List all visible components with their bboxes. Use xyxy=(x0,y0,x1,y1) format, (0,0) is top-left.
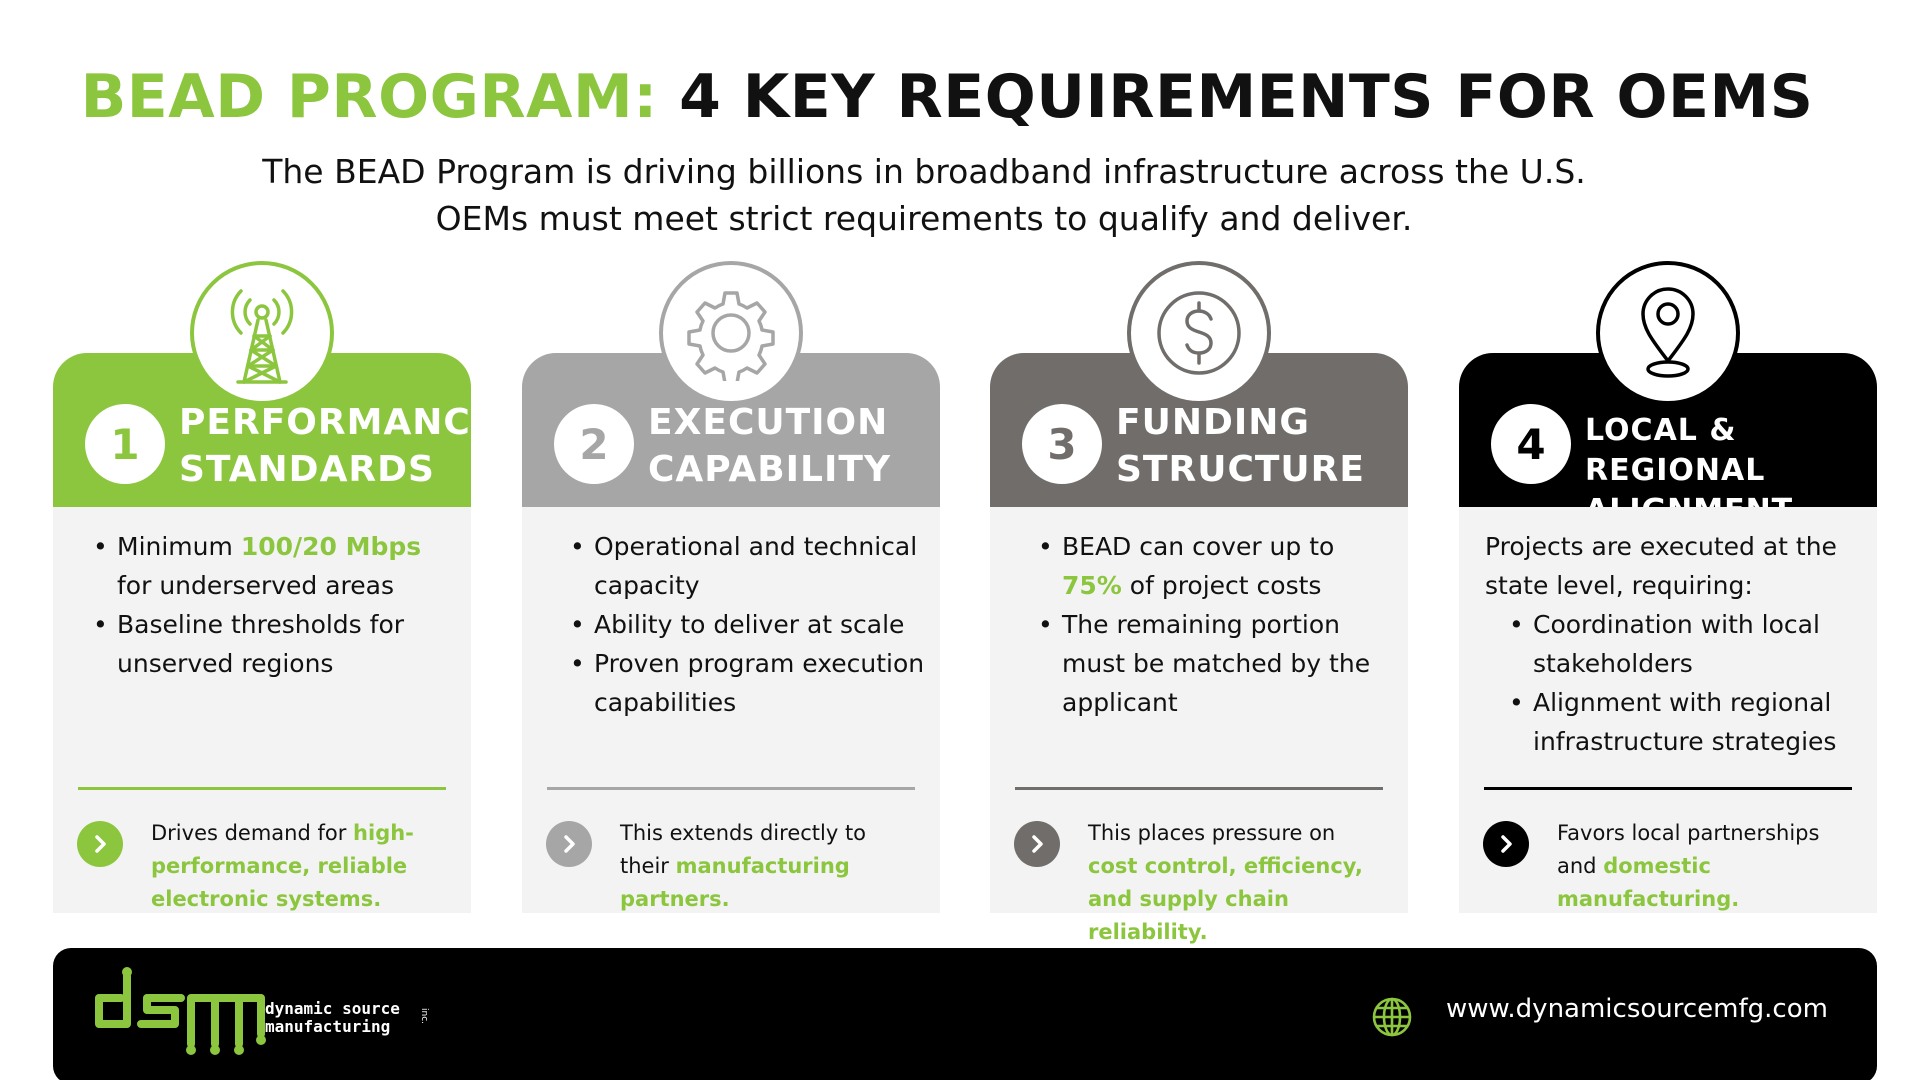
divider xyxy=(547,787,915,790)
card-local-regional-alignment xyxy=(1459,353,1877,913)
subtitle-line-1: The BEAD Program is driving billions in broadband infrastructure across the U.S. xyxy=(262,152,1586,191)
divider xyxy=(1015,787,1383,790)
list-item: • BEAD can cover up to 75% of project costs xyxy=(1038,527,1394,605)
chevron-right-icon xyxy=(1483,821,1529,867)
card-number: 3 xyxy=(1022,404,1102,484)
card-number: 2 xyxy=(554,404,634,484)
list-item: • Minimum 100/20 Mbps for underserved areas xyxy=(93,527,449,605)
gear-icon xyxy=(659,261,803,405)
card-body xyxy=(990,507,1408,944)
card-intro: Projects are executed at the state level, requiring: xyxy=(1485,532,1837,600)
card-title-line-1: FUNDING xyxy=(1116,402,1310,443)
card-footer-text: Favors local partnerships and domestic manufacturing. xyxy=(1557,821,1820,911)
list-item: • Baseline thresholds for unserved regions xyxy=(93,605,449,683)
card-title-line-2: STRUCTURE xyxy=(1116,449,1365,490)
card-number: 1 xyxy=(85,404,165,484)
card-footer-text: This places pressure on cost control, efficiency, and supply chain reliability. xyxy=(1088,821,1363,944)
card-footer-text: Drives demand for high-performance, reliable electronic systems. xyxy=(151,821,414,911)
bullet-list xyxy=(93,527,449,683)
card-body xyxy=(1459,507,1877,913)
card-body xyxy=(522,507,940,913)
card-title-line-2: STANDARDS xyxy=(179,449,435,490)
card-title-line-2: CAPABILITY xyxy=(648,449,892,490)
chevron-right-icon xyxy=(77,821,123,867)
list-item: • Alignment with regional infrastructure strategies xyxy=(1509,683,1855,761)
bullet-list xyxy=(570,527,926,722)
card-title-line-1: PERFORMANCE xyxy=(179,402,497,443)
logo-inc: inc. xyxy=(419,1008,429,1025)
list-item: • The remaining portion must be matched by the applicant xyxy=(1038,605,1394,722)
chevron-right-icon xyxy=(1014,821,1060,867)
card-title xyxy=(1116,399,1406,493)
card-title-line-1: LOCAL & REGIONAL xyxy=(1585,413,1766,488)
list-item: • Operational and technical capacity xyxy=(570,527,926,605)
logo-line-1: dynamic source xyxy=(265,999,400,1018)
card-number: 4 xyxy=(1491,404,1571,484)
subtitle-line-2: OEMs must meet strict requirements to qualify and deliver. xyxy=(435,199,1413,238)
title-dark: 4 KEY REQUIREMENTS FOR OEMS xyxy=(679,62,1814,132)
title-green: BEAD PROGRAM: xyxy=(80,62,658,132)
card-performance-standards xyxy=(53,353,497,913)
bullet-list xyxy=(1509,605,1855,761)
chevron-right-icon xyxy=(546,821,592,867)
card-title xyxy=(179,399,497,493)
card-title-line-1: EXECUTION xyxy=(648,402,889,443)
website-link[interactable]: www.dynamicsourcemfg.com xyxy=(1446,994,1828,1024)
list-item: • Coordination with local stakeholders xyxy=(1509,605,1855,683)
logo-text xyxy=(265,1000,400,1036)
page-subtitle xyxy=(0,148,1848,242)
footer-bar xyxy=(53,948,1877,1080)
list-item: • Ability to deliver at scale xyxy=(570,605,926,644)
card-funding-structure xyxy=(990,353,1408,944)
globe-icon xyxy=(1371,996,1413,1038)
card-footer-text: This extends directly to their manufacturing partners. xyxy=(620,821,867,911)
page-title xyxy=(0,62,1894,132)
card-body xyxy=(53,507,471,913)
card-execution-capability xyxy=(522,353,940,913)
divider xyxy=(78,787,446,790)
card-title xyxy=(648,399,938,493)
dollar-coin-icon xyxy=(1127,261,1271,405)
divider xyxy=(1484,787,1852,790)
logo-line-2: manufacturing xyxy=(265,1017,391,1036)
list-item: • Proven program execution capabilities xyxy=(570,644,926,722)
antenna-tower-icon xyxy=(190,261,334,405)
bullet-list xyxy=(1038,527,1394,722)
location-pin-icon xyxy=(1596,261,1740,405)
